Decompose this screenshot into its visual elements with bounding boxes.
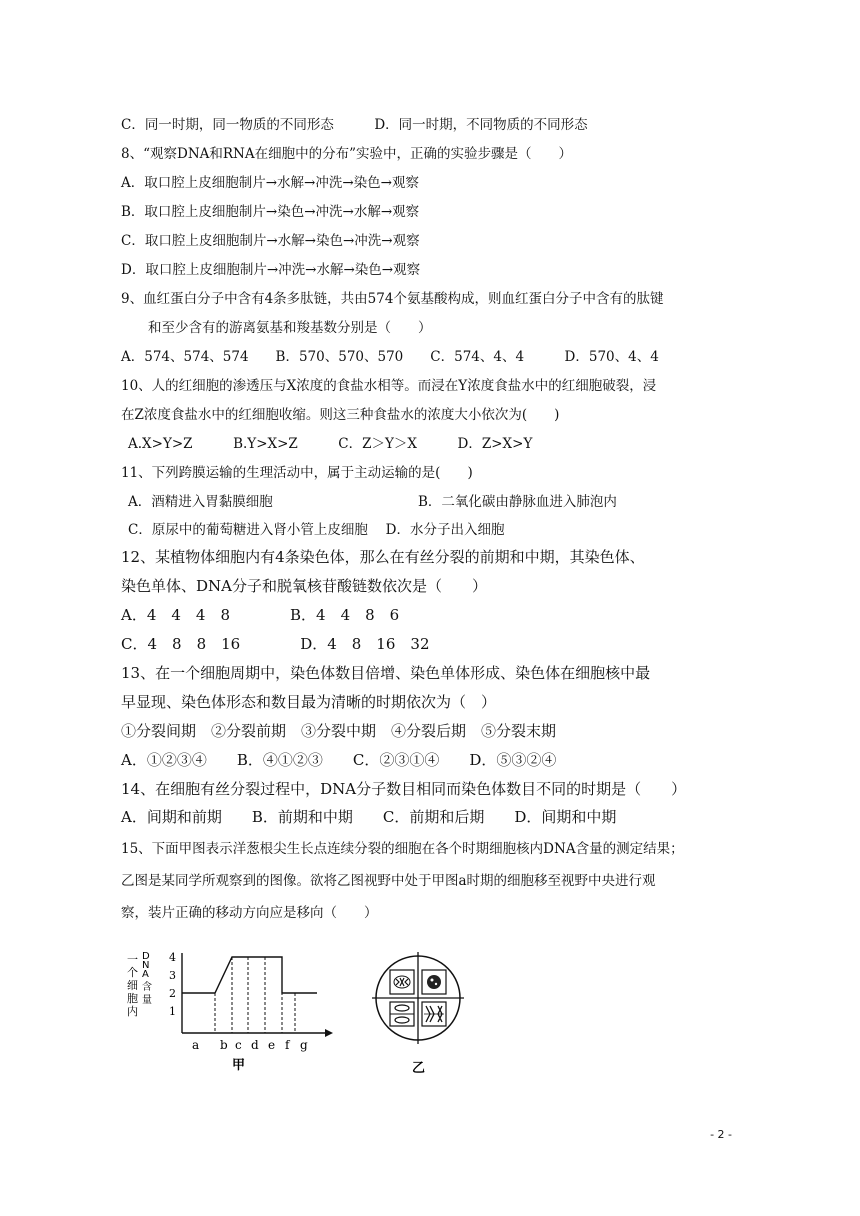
xtick-e: e (268, 1038, 276, 1052)
option-line: A．取口腔上皮细胞制片→水解→冲洗→染色→观察 (121, 175, 419, 191)
question-15: 15、下面甲图表示洋葱根尖生长点连续分裂的细胞在各个时期细胞核内DNA含量的测定结果； (121, 841, 684, 857)
phase-list: ①分裂间期 ②分裂前期 ③分裂中期 ④分裂后期 ⑤分裂末期 (121, 722, 557, 740)
question-9: 9、血红蛋白分子中含有4条多肽链，共由574个氨基酸构成，则血红蛋白分子中含有的肽键 (121, 291, 664, 307)
xtick-g: g (300, 1038, 308, 1052)
question-15-cont: 乙图是某同学所观察到的图像。欲将乙图视野中处于甲图a时期的细胞移至视野中央进行观 (121, 873, 656, 889)
question-9-cont: 和至少含有的游离氨基和羧基数分别是（ ） (148, 320, 432, 336)
question-13: 13、在一个细胞周期中，染色体数目倍增、染色单体形成、染色体在细胞核中最 (121, 664, 651, 682)
caption-yi: 乙 (412, 1061, 426, 1076)
option-line: A.X>Y>Z B.Y>X>Z C．Z＞Y＞X D．Z>X>Y (128, 436, 533, 452)
question-12-cont: 染色单体、DNA分子和脱氧核苷酸链数依次是（ ） (121, 577, 487, 595)
question-13-cont: 早显现、染色体形态和数目最为清晰的时期依次为（ ） (121, 693, 497, 711)
ytick-4: 4 (169, 951, 176, 964)
ytick-1: 1 (169, 1005, 176, 1018)
option-line: A．574、574、574 B．570、570、570 C．574、4、4 D．570、4、4 (121, 349, 659, 365)
microscope-view (368, 948, 478, 1078)
xtick-d: d (251, 1038, 259, 1052)
xtick-a: a (192, 1038, 200, 1052)
dna-content-graph (120, 945, 340, 1075)
question-11: 11、下列跨膜运输的生理活动中，属于主动运输的是( ) (121, 465, 473, 481)
figure-yi (368, 948, 478, 1082)
xtick-b: b (220, 1038, 228, 1052)
x-axis-arrow (325, 1029, 333, 1037)
question-15-cont: 察，装片正确的移动方向应是移向（ ） (121, 905, 378, 921)
dna-curve (182, 957, 317, 993)
question-8: 8、“观察DNA和RNA在细胞中的分布”实验中，正确的实验步骤是（ ） (121, 146, 573, 162)
question-10-cont: 在Z浓度食盐水中的红细胞收缩。则这三种食盐水的浓度大小依次为( ) (121, 407, 560, 423)
option-line: A．4 4 4 8 B．4 4 8 6 (121, 606, 400, 624)
question-12: 12、某植物体细胞内有4条染色体，那么在有丝分裂的前期和中期，其染色体、 (121, 548, 645, 566)
question-14: 14、在细胞有丝分裂过程中，DNA分子数目相同而染色体数目不同的时期是（ ） (121, 780, 687, 798)
option-line: A．间期和前期 B．前期和中期 C．前期和后期 D．间期和中期 (121, 808, 617, 826)
option-line: A．①②③④ B．④①②③ C．②③①④ D．⑤③②④ (121, 751, 557, 769)
option-line: C．原尿中的葡萄糖进入肾小管上皮细胞 D．水分子出入细胞 (128, 522, 505, 538)
option-line: D．取口腔上皮细胞制片→冲洗→水解→染色→观察 (121, 262, 421, 278)
question-10: 10、人的红细胞的渗透压与X浓度的食盐水相等。而浸在Y浓度食盐水中的红细胞破裂，浸 (121, 378, 657, 394)
xtick-f: f (285, 1038, 290, 1052)
caption-jia: 甲 (232, 1058, 246, 1073)
ylabel-part1: 一个细胞内 (127, 953, 138, 1018)
option-line: B．二氧化碳由静脉血进入肺泡内 (418, 494, 617, 510)
page-number: - 2 - (710, 1128, 732, 1141)
ytick-2: 2 (169, 987, 176, 1000)
option-line: C．取口腔上皮细胞制片→水解→染色→冲洗→观察 (121, 233, 420, 249)
option-line: B．取口腔上皮细胞制片→染色→冲洗→水解→观察 (121, 204, 420, 220)
figure-jia (120, 945, 340, 1079)
xtick-c: c (235, 1038, 242, 1052)
option-line: C．同一时期，同一物质的不同形态 D．同一时期，不同物质的不同形态 (121, 117, 588, 133)
option-line: C．4 8 8 16 D．4 8 16 32 (121, 635, 430, 653)
ytick-3: 3 (169, 969, 176, 982)
ylabel-part2: D N A 含量 (142, 951, 152, 1006)
option-line: A．酒精进入胃黏膜细胞 (128, 494, 273, 510)
